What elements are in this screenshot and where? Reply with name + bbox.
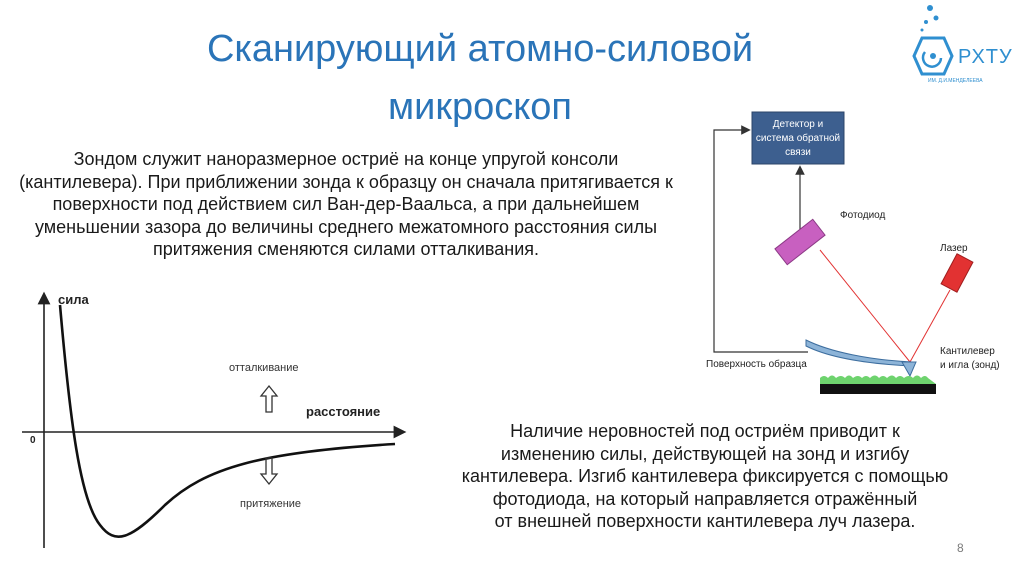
down-arrow-icon bbox=[261, 458, 277, 484]
sample-surface-top bbox=[820, 376, 936, 385]
explanation-line-3: кантилевера. Изгиб кантилевера фиксируется с помощью bbox=[461, 466, 949, 486]
cantilever-label-line2: и игла (зонд) bbox=[940, 360, 1000, 371]
graph-y-axis-label: сила bbox=[58, 292, 89, 307]
detector-label-line2: система обратной bbox=[755, 133, 841, 144]
explanation-paragraph bbox=[412, 420, 998, 533]
detector-label-line3: связи bbox=[785, 147, 811, 158]
laser-label: Лазер bbox=[940, 243, 968, 254]
intro-paragraph: Зондом служит наноразмерное остриё на конце упругой консоли (кантилевера). При приближении зонда к образцу он сначала притягивается к поверхности под действием сил Ван-дер-Ваальса, а при дальнейшем уменьшении зазора до величины среднего межатомного расстояния силы притяжения сменяются силами отталкивания. bbox=[19, 149, 673, 259]
graph-repulsion-label: отталкивание bbox=[229, 362, 299, 374]
explanation-line-4: фотодиода, на который направляется отражённый bbox=[492, 488, 918, 509]
logo-text: РХТУ bbox=[958, 46, 1013, 68]
page-number: 8 bbox=[957, 541, 964, 555]
photodiode-label: Фотодиод bbox=[840, 210, 886, 221]
explanation-line-2: изменению силы, действующей на зонд и изгибу bbox=[500, 443, 910, 464]
cantilever bbox=[806, 340, 912, 366]
detector-label-line1: Детектор и bbox=[772, 119, 824, 130]
title-line-2: микроскоп bbox=[387, 86, 572, 128]
title-line-1: Сканирующий атомно-силовой bbox=[206, 28, 754, 70]
up-arrow-icon bbox=[261, 386, 277, 412]
graph-zero-label: 0 bbox=[30, 435, 36, 446]
logo-subtext: ИМ. Д.И.МЕНДЕЛЕЕВА bbox=[928, 78, 983, 84]
cantilever-label-line1: Кантилевер bbox=[940, 346, 995, 357]
graph-attraction-label: притяжение bbox=[240, 498, 302, 510]
graph-force-curve bbox=[60, 305, 395, 537]
sample-surface-base bbox=[820, 384, 936, 394]
probe-tip bbox=[902, 362, 916, 376]
explanation-line-1: Наличие неровностей под остриём приводит к bbox=[510, 421, 900, 441]
laser-beam-reflected bbox=[820, 250, 910, 362]
surface-label: Поверхность образца bbox=[706, 359, 807, 370]
graph-x-axis-label: расстояние bbox=[306, 404, 381, 419]
laser bbox=[941, 254, 973, 292]
explanation-line-5: от внешней поверхности кантилевера луч лазера. bbox=[494, 511, 916, 531]
